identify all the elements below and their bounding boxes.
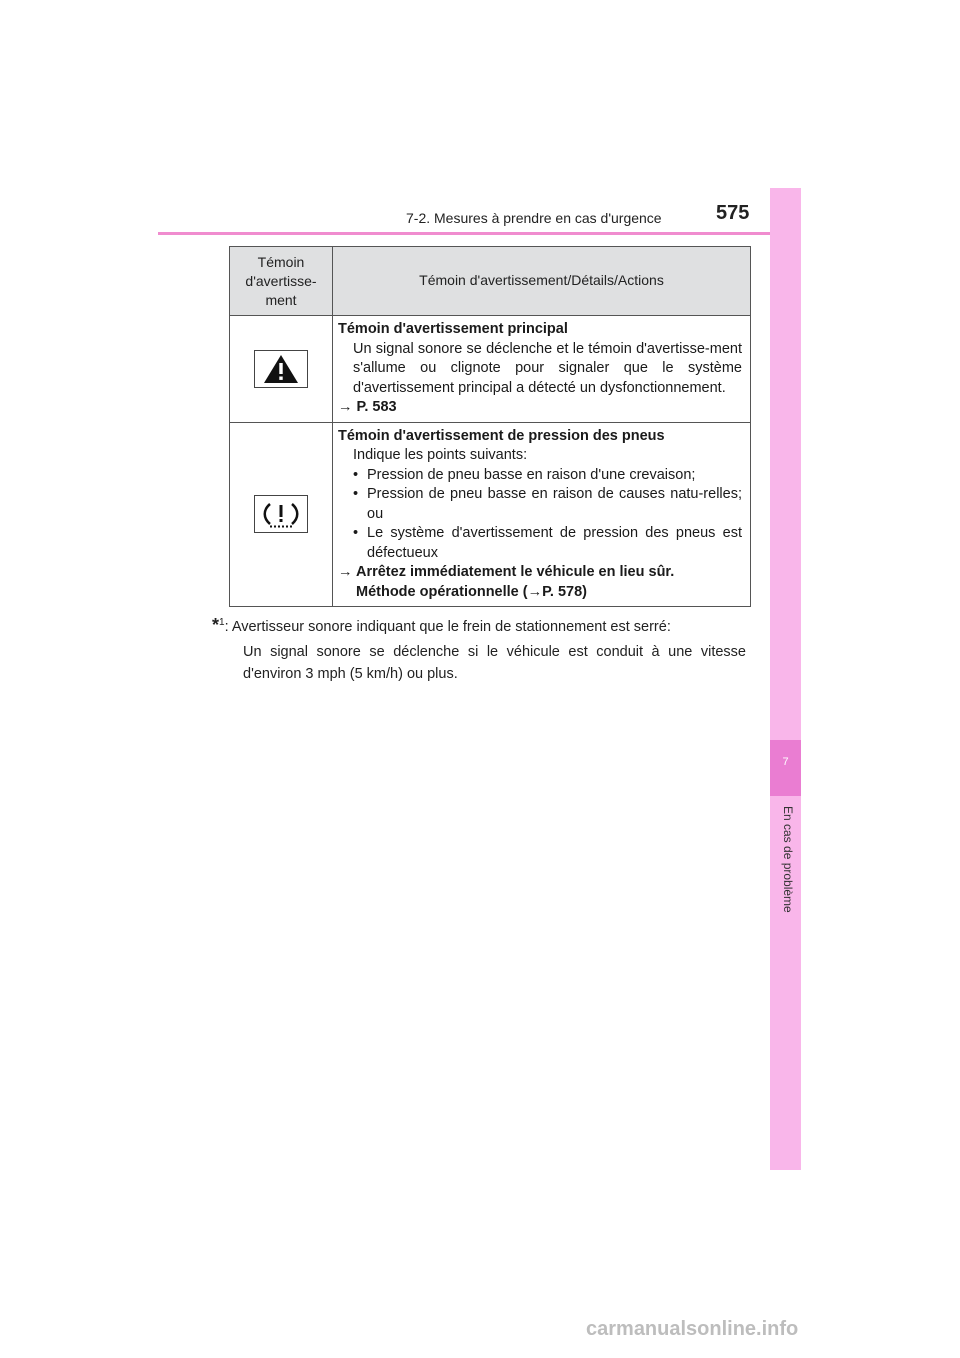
table-row [230,422,751,607]
page-reference-link[interactable]: → P. 583 [338,399,397,415]
chapter-number: 7 [782,756,789,768]
page-reference-link[interactable]: Méthode opérationnelle (→P. 578) [356,583,587,600]
watermark: carmanualsonline.info [586,1318,799,1340]
footnote-body: Un signal sonore se déclenche si le véhicule est conduit à une vitesse d'environ 3 mph (5 km/h) ou plus. [243,643,746,682]
page-number: 575 [716,202,750,224]
footnote-title: *$^1$: Avertisseur sonore indiquant que le frein de stationnement est serré: [212,614,671,635]
action-instruction: → Arrêtez immédiatement le véhicule en lieu sûr. [338,564,675,580]
footnote [212,612,746,685]
description-cell [333,316,751,423]
entry-description: Un signal sonore se déclenche et le témoin d'avertisse-ment s'allume ou clignote pour signaler que le système d'avertissement principal a détecté un dysfonctionnement. [353,340,742,396]
entry-intro: Indique les points suivants: [353,447,528,463]
icon-cell [230,316,333,423]
icon-cell [230,422,333,607]
header-divider [158,232,800,235]
chapter-number-tab [770,740,801,796]
section-title: 7-2. Mesures à prendre en cas d'urgence [406,210,662,226]
footnote-number: 1 [219,617,225,628]
entry-title: Témoin d'avertissement principal [338,321,568,337]
description-cell [333,422,751,607]
entry-title: Témoin d'avertissement de pression des pneus [338,427,665,444]
col-header-details: Témoin d'avertissement/Détails/Actions [333,247,751,316]
footnote-mark: * [212,614,220,635]
col-header-light: Témoin d'avertisse- ment [230,247,333,316]
list-item: • Le système d'avertissement de pression des pneus est défectueux [353,525,742,561]
table-header-row [230,247,751,316]
chapter-side-tab [770,188,801,1170]
table-row [230,316,751,423]
master-warning-triangle-icon [254,350,308,388]
tire-pressure-warning-icon [254,495,308,533]
list-item: • Pression de pneu basse en raison de causes natu-relles; ou [353,486,742,522]
chapter-title: En cas de problème [781,806,795,913]
warning-light-table [229,246,751,607]
list-item: • Pression de pneu basse en raison d'une crevaison; [353,466,696,483]
